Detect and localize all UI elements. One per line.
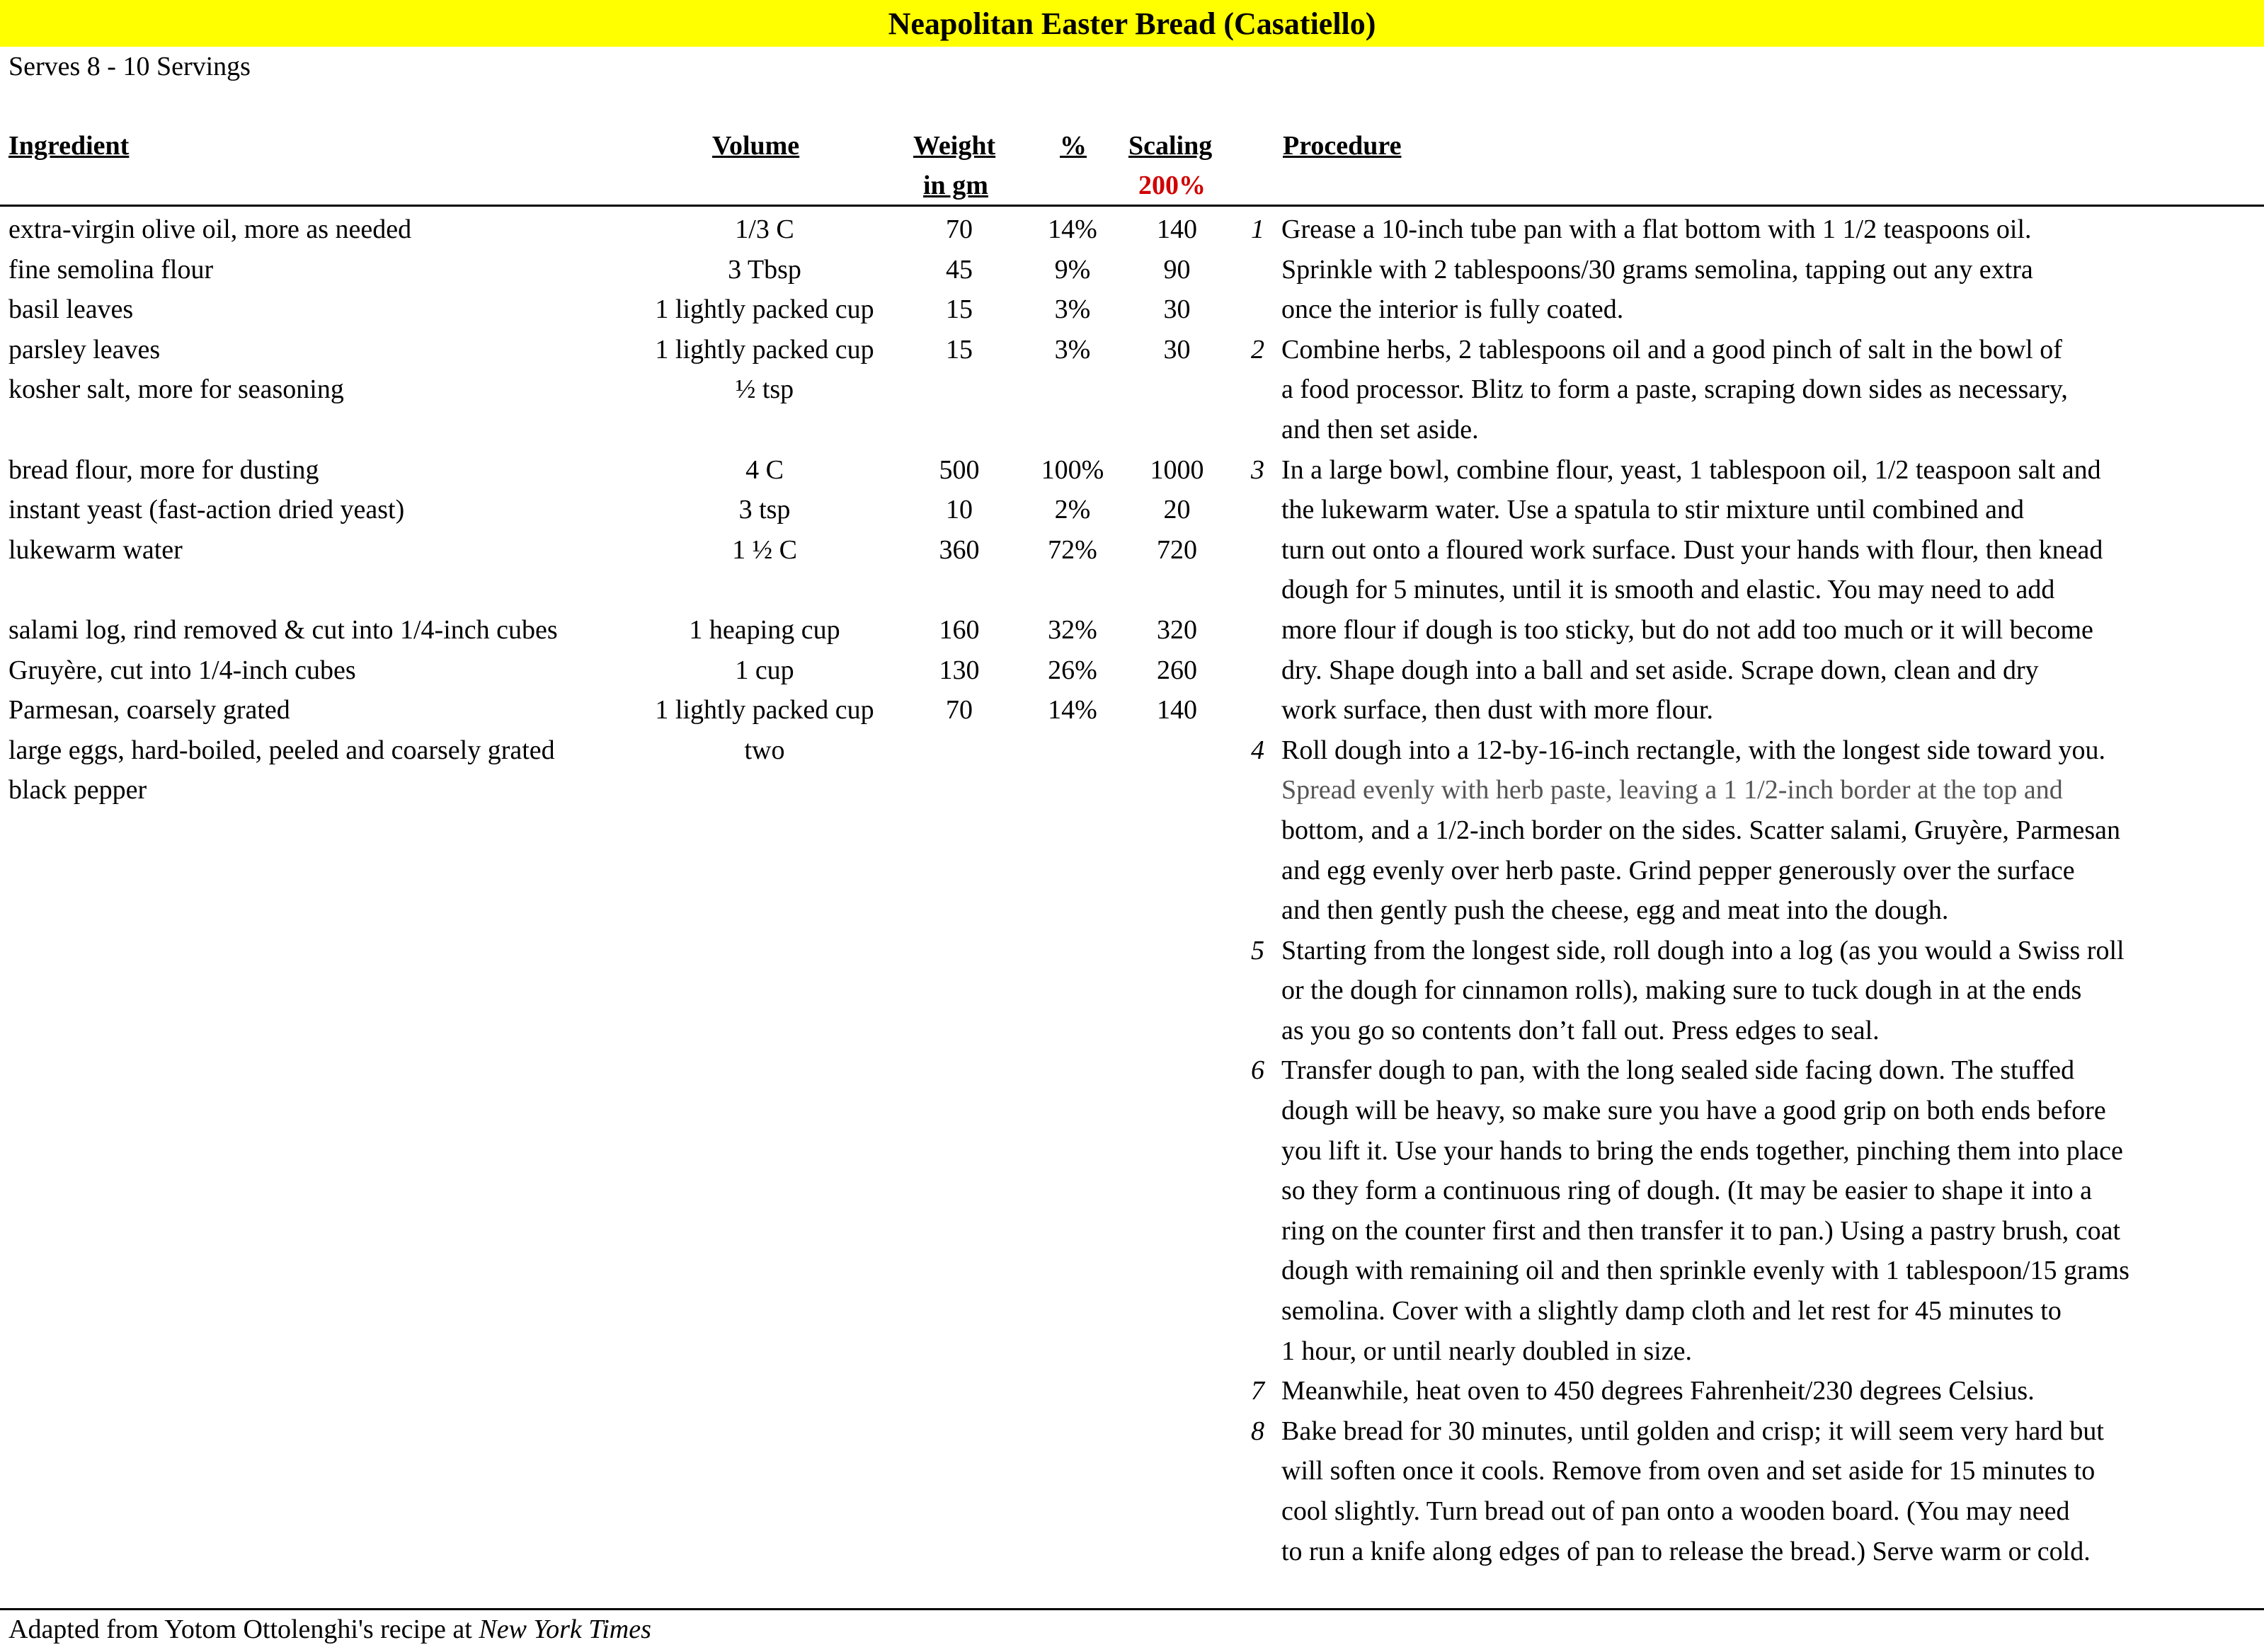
procedure-list [1232,210,2262,1571]
ingredient-percent: 3% [1054,334,1091,365]
step-text-line: so they form a continuous ring of dough. (It may be easier to shape it into a [1281,1176,2093,1206]
step-text-line: bottom, and a 1/2-inch border on the sides. Scatter salami, Gruyère, Parmesan [1281,815,2121,845]
ingredient-row [0,490,1232,530]
ingredient-weight: 360 [939,534,980,565]
step-text-line: Sprinkle with 2 tablespoons/30 grams semolina, tapping out any extra [1281,254,2033,285]
step-text-line: semolina. Cover with a slightly damp cloth and let rest for 45 minutes to [1281,1296,2062,1326]
step-text-line: and then set aside. [1281,414,1479,444]
step-text-line: will soften once it cools. Remove from oven and set aside for 15 minutes to [1281,1456,2096,1486]
procedure-step [1232,1371,2262,1411]
ingredient-volume: 1 lightly packed cup [655,294,874,325]
ingredient-weight: 15 [946,294,973,325]
ingredient-scaled: 30 [1163,294,1191,325]
ingredient-percent: 26% [1048,655,1097,685]
step-text-line: or the dough for cinnamon rolls), making sure to tuck dough in at the ends [1281,975,2082,1006]
ingredient-row [0,770,1232,810]
header-percent: % [1060,131,1087,161]
step-text-line: Roll dough into a 12-by-16-inch rectangle, with the longest side toward you. [1281,735,2106,765]
step-text-line: Meanwhile, heat oven to 450 degrees Fahrenheit/230 degrees Celsius. [1281,1376,2035,1406]
ingredient-scaled: 90 [1163,254,1191,285]
header-procedure: Procedure [1283,131,1402,161]
ingredient-scaled: 260 [1157,655,1197,685]
ingredient-row [0,289,1232,330]
step-text-line: Combine herbs, 2 tablespoons oil and a good pinch of salt in the bowl of [1281,334,2062,365]
ingredient-weight: 15 [946,334,973,365]
step-text-line: the lukewarm water. Use a spatula to stir mixture until combined and [1281,495,2024,525]
procedure-step [1232,210,2262,330]
ingredient-volume: ½ tsp [735,374,794,405]
step-text-line: cool slightly. Turn bread out of pan onto a wooden board. (You may need [1281,1496,2070,1526]
ingredient-volume: 1 heaping cup [689,614,840,645]
ingredient-scaled: 30 [1163,334,1191,365]
ingredient-percent: 9% [1054,254,1091,285]
ingredient-scaled: 140 [1157,695,1197,725]
step-text-line: ring on the counter first and then transfer it to pan.) Using a pastry brush, coat [1281,1215,2121,1246]
ingredient-row [0,330,1232,370]
ingredient-scaled: 140 [1157,214,1197,244]
ingredient-volume: 1 cup [735,655,794,685]
ingredient-name: parsley leaves [8,334,161,365]
step-number: 2 [1251,334,1264,365]
ingredient-volume: 3 tsp [738,495,791,525]
step-number: 5 [1251,935,1264,965]
ingredient-scaled: 20 [1163,495,1191,525]
procedure-step [1232,931,2262,1051]
ingredient-row [0,570,1232,610]
ingredient-percent: 2% [1054,495,1091,525]
header-scaling: Scaling [1128,131,1213,161]
header-divider [0,205,2264,207]
step-text-line: In a large bowl, combine flour, yeast, 1 tablespoon oil, 1/2 teaspoon salt and [1281,454,2101,485]
ingredient-volume: 1 ½ C [732,534,797,565]
step-number: 1 [1251,214,1264,244]
ingredient-name: bread flour, more for dusting [8,454,319,485]
ingredient-weight: 10 [946,495,973,525]
step-text-line: work surface, then dust with more flour. [1281,695,1713,725]
ingredient-row [0,610,1232,650]
ingredient-volume: two [744,735,785,765]
ingredient-weight: 160 [939,614,980,645]
step-number: 4 [1251,735,1264,765]
ingredient-scaled: 720 [1157,534,1197,565]
ingredient-name: extra-virgin olive oil, more as needed [8,214,412,244]
footer-divider [0,1608,2264,1610]
ingredient-row [0,650,1232,691]
ingredient-weight: 130 [939,655,980,685]
ingredient-name: fine semolina flour [8,254,214,285]
step-text-line: and then gently push the cheese, egg and meat into the dough. [1281,895,1949,926]
step-text-line: once the interior is fully coated. [1281,294,1624,325]
step-number: 3 [1251,454,1264,485]
ingredient-volume: 4 C [745,454,784,485]
ingredient-percent: 14% [1048,214,1097,244]
header-volume: Volume [712,131,800,161]
step-text-line: dough for 5 minutes, until it is smooth and elastic. You may need to add [1281,575,2055,605]
ingredient-percent: 72% [1048,534,1097,565]
footer-source: New York Times [479,1614,651,1644]
step-text-line: dry. Shape dough into a ball and set aside. Scrape down, clean and dry [1281,655,2039,685]
ingredient-weight: 500 [939,454,980,485]
procedure-step [1232,730,2262,931]
step-text-line: Bake bread for 30 minutes, until golden and crisp; it will seem very hard but [1281,1416,2104,1446]
ingredient-row [0,369,1232,410]
step-text-line: 1 hour, or until nearly doubled in size. [1281,1336,1692,1366]
ingredient-row [0,410,1232,450]
step-text-line: Spread evenly with herb paste, leaving a 1 1/2-inch border at the top and [1281,775,2063,805]
ingredient-name: kosher salt, more for seasoning [8,374,344,405]
ingredient-row [0,530,1232,570]
ingredient-percent: 3% [1054,294,1091,325]
step-number: 8 [1251,1416,1264,1446]
ingredient-name: salami log, rind removed & cut into 1/4-inch cubes [8,614,558,645]
ingredient-row [0,690,1232,730]
ingredient-weight: 70 [946,214,973,244]
ingredient-name: basil leaves [8,294,134,325]
ingredient-row [0,210,1232,250]
step-text-line: you lift it. Use your hands to bring the ends together, pinching them into place [1281,1135,2123,1166]
ingredient-percent: 32% [1048,614,1097,645]
ingredient-table [0,210,1232,810]
step-text-line: Starting from the longest side, roll dough into a log (as you would a Swiss roll [1281,935,2125,965]
ingredient-volume: 1 lightly packed cup [655,334,874,365]
step-text-line: dough will be heavy, so make sure you have a good grip on both ends before [1281,1096,2106,1126]
ingredient-name: black pepper [8,775,147,805]
footer-text: Adapted from Yotom Ottolenghi's recipe at [8,1614,479,1644]
ingredient-percent: 14% [1048,695,1097,725]
ingredient-scaled: 1000 [1150,454,1204,485]
header-weight-unit: in gm [923,171,988,200]
title-bar [0,0,2264,47]
ingredient-weight: 45 [946,254,973,285]
scaling-value: 200% [1138,171,1206,200]
ingredient-row [0,250,1232,290]
ingredient-name: lukewarm water [8,534,183,565]
header-weight: Weight [913,131,996,161]
ingredient-volume: 1/3 C [735,214,794,244]
ingredient-percent: 100% [1041,454,1104,485]
procedure-step [1232,1050,2262,1371]
step-text-line: more flour if dough is too sticky, but do not add too much or it will become [1281,614,2093,645]
step-text-line: and egg evenly over herb paste. Grind pepper generously over the surface [1281,855,2075,885]
step-text-line: a food processor. Blitz to form a paste, scraping down sides as necessary, [1281,374,2068,405]
step-text-line: dough with remaining oil and then sprinkle evenly with 1 tablespoon/15 grams [1281,1256,2129,1286]
step-number: 6 [1251,1055,1264,1086]
step-number: 7 [1251,1376,1264,1406]
serves-text: Serves 8 - 10 Servings [8,52,251,81]
ingredient-name: Gruyère, cut into 1/4-inch cubes [8,655,356,685]
step-text-line: Grease a 10-inch tube pan with a flat bottom with 1 1/2 teaspoons oil. [1281,214,2032,244]
ingredient-scaled: 320 [1157,614,1197,645]
header-ingredient: Ingredient [8,131,130,161]
ingredient-name: instant yeast (fast-action dried yeast) [8,495,405,525]
procedure-step [1232,450,2262,730]
procedure-step [1232,330,2262,450]
ingredient-volume: 3 Tbsp [728,254,801,285]
ingredient-weight: 70 [946,695,973,725]
step-text-line: Transfer dough to pan, with the long sealed side facing down. The stuffed [1281,1055,2075,1086]
step-text-line: turn out onto a floured work surface. Dust your hands with flour, then knead [1281,534,2103,565]
ingredient-row [0,730,1232,771]
footer-credit [8,1614,651,1645]
step-text-line: as you go so contents don’t fall out. Press edges to seal. [1281,1015,1880,1045]
ingredient-name: Parmesan, coarsely grated [8,695,290,725]
recipe-title: Neapolitan Easter Bread (Casatiello) [888,6,1376,41]
ingredient-name: large eggs, hard-boiled, peeled and coarsely grated [8,735,555,765]
step-text-line: to run a knife along edges of pan to release the bread.) Serve warm or cold. [1281,1536,2091,1566]
ingredient-volume: 1 lightly packed cup [655,695,874,725]
ingredient-row [0,450,1232,491]
procedure-step [1232,1411,2262,1571]
